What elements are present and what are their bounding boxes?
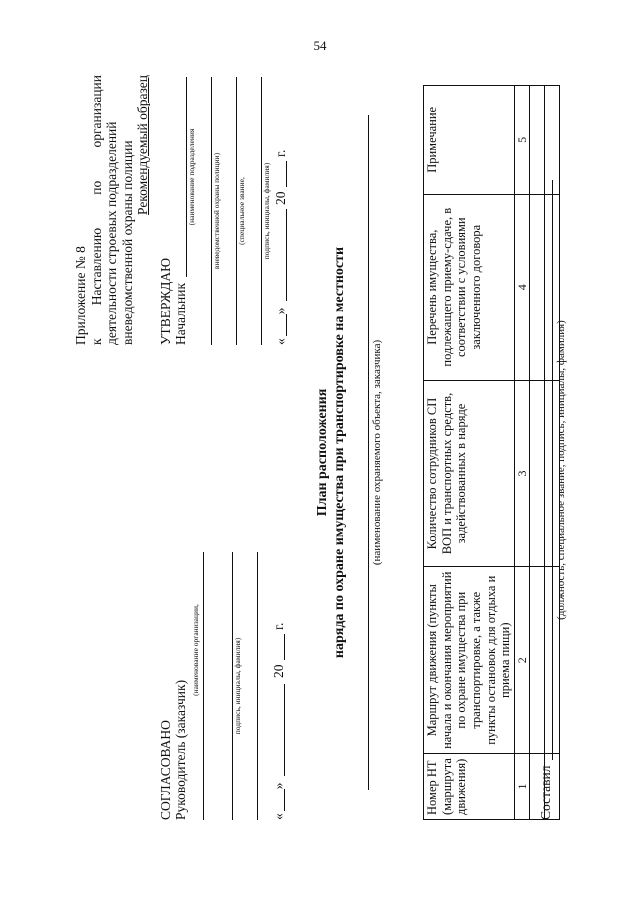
number-cell: 2	[514, 567, 529, 754]
number-cell: 1	[514, 754, 529, 820]
date-g: г.	[273, 149, 288, 157]
table-cell[interactable]	[529, 194, 544, 380]
agreed-date-open: «	[271, 813, 286, 820]
table-cell[interactable]	[544, 86, 559, 195]
date-year-line	[286, 161, 287, 187]
header-cell: Количество сотрудников СП ВОП и транспортных средств, задействованных в наряде	[424, 380, 515, 567]
plan-subtitle: наряда по охране имущества при транспортировке на местности	[332, 246, 347, 659]
number-cell: 4	[514, 194, 529, 380]
number-row	[514, 86, 529, 820]
approve-hint-2: вневедомственной охраны полиции)	[212, 152, 221, 270]
table-cell[interactable]	[529, 380, 544, 567]
approve-title: УТВЕРЖДАЮ	[158, 257, 173, 345]
agreed-g: г.	[271, 622, 286, 630]
table-cell[interactable]	[529, 567, 544, 754]
agreed-day-line	[284, 789, 285, 811]
header-cell: Номер НТ (маршрута движения)	[424, 754, 515, 820]
approve-date	[273, 77, 289, 345]
header-cell: Перечень имущества, подлежащего приему-сдаче, в соответствии с условиями заключенного договора	[424, 194, 515, 380]
agreed-date-close: »	[271, 782, 286, 790]
plan-table	[423, 85, 560, 820]
date-open: «	[273, 338, 288, 345]
header-cell: Маршрут движения (пункты начала и окончания мероприятий по охране имущества при транспортировке, а также пункты остановок для отдыха и приема пищи)	[424, 567, 515, 754]
object-hint: (наименование охраняемого объекта, заказчика)	[371, 339, 383, 566]
object-line	[368, 115, 369, 790]
table-header-row	[424, 86, 515, 820]
agreed-title: СОГЛАСОВАНО	[158, 720, 173, 820]
chief-label: Начальник	[173, 282, 188, 345]
agreed-year-line	[284, 634, 285, 660]
compiled-label: Составил	[538, 765, 553, 820]
appendix-ref-2: деятельности строевых подразделений	[104, 121, 120, 345]
header-cell: Примечание	[424, 86, 515, 195]
sample-label: Рекомендуемый образец	[135, 75, 151, 216]
plan-title: План расположения	[315, 388, 330, 517]
approve-hint-4: подпись, инициалы, фамилия)	[262, 162, 271, 260]
appendix-title: Приложение № 8	[73, 246, 88, 345]
page-number: 54	[313, 38, 327, 53]
rotated-form	[53, 70, 573, 860]
number-cell: 5	[514, 86, 529, 195]
agreed-year: 20	[271, 664, 286, 678]
date-close: »	[273, 307, 288, 315]
appendix-block	[73, 75, 151, 345]
table-row	[529, 86, 544, 820]
table-cell[interactable]	[529, 86, 544, 195]
agreed-hint-1: (наименование организации,	[191, 604, 200, 696]
agreed-head: Руководитель (заказчик)	[173, 679, 188, 820]
agreed-date	[271, 552, 287, 820]
agreed-hint-2: подпись, инициалы, фамилия)	[233, 637, 242, 735]
agreed-line-1	[203, 552, 204, 820]
approve-hint-1: (наименование подразделения	[187, 128, 196, 226]
date-day-line	[286, 314, 287, 336]
agreed-line-3	[257, 552, 258, 820]
approve-hint-3: (специальное звание,	[237, 177, 246, 245]
appendix-ref: к Наставлению по организации	[88, 75, 104, 345]
number-cell: 3	[514, 380, 529, 567]
agreed-month-line	[284, 684, 285, 776]
appendix-ref-3: вневедомственной охраны полиции	[119, 140, 135, 345]
date-year: 20	[273, 191, 288, 205]
compiled-hint: (должность, специальное звание, подпись, инициалы, фамилия)	[555, 320, 567, 620]
compiled-line	[552, 180, 553, 760]
date-month-line	[286, 209, 287, 301]
